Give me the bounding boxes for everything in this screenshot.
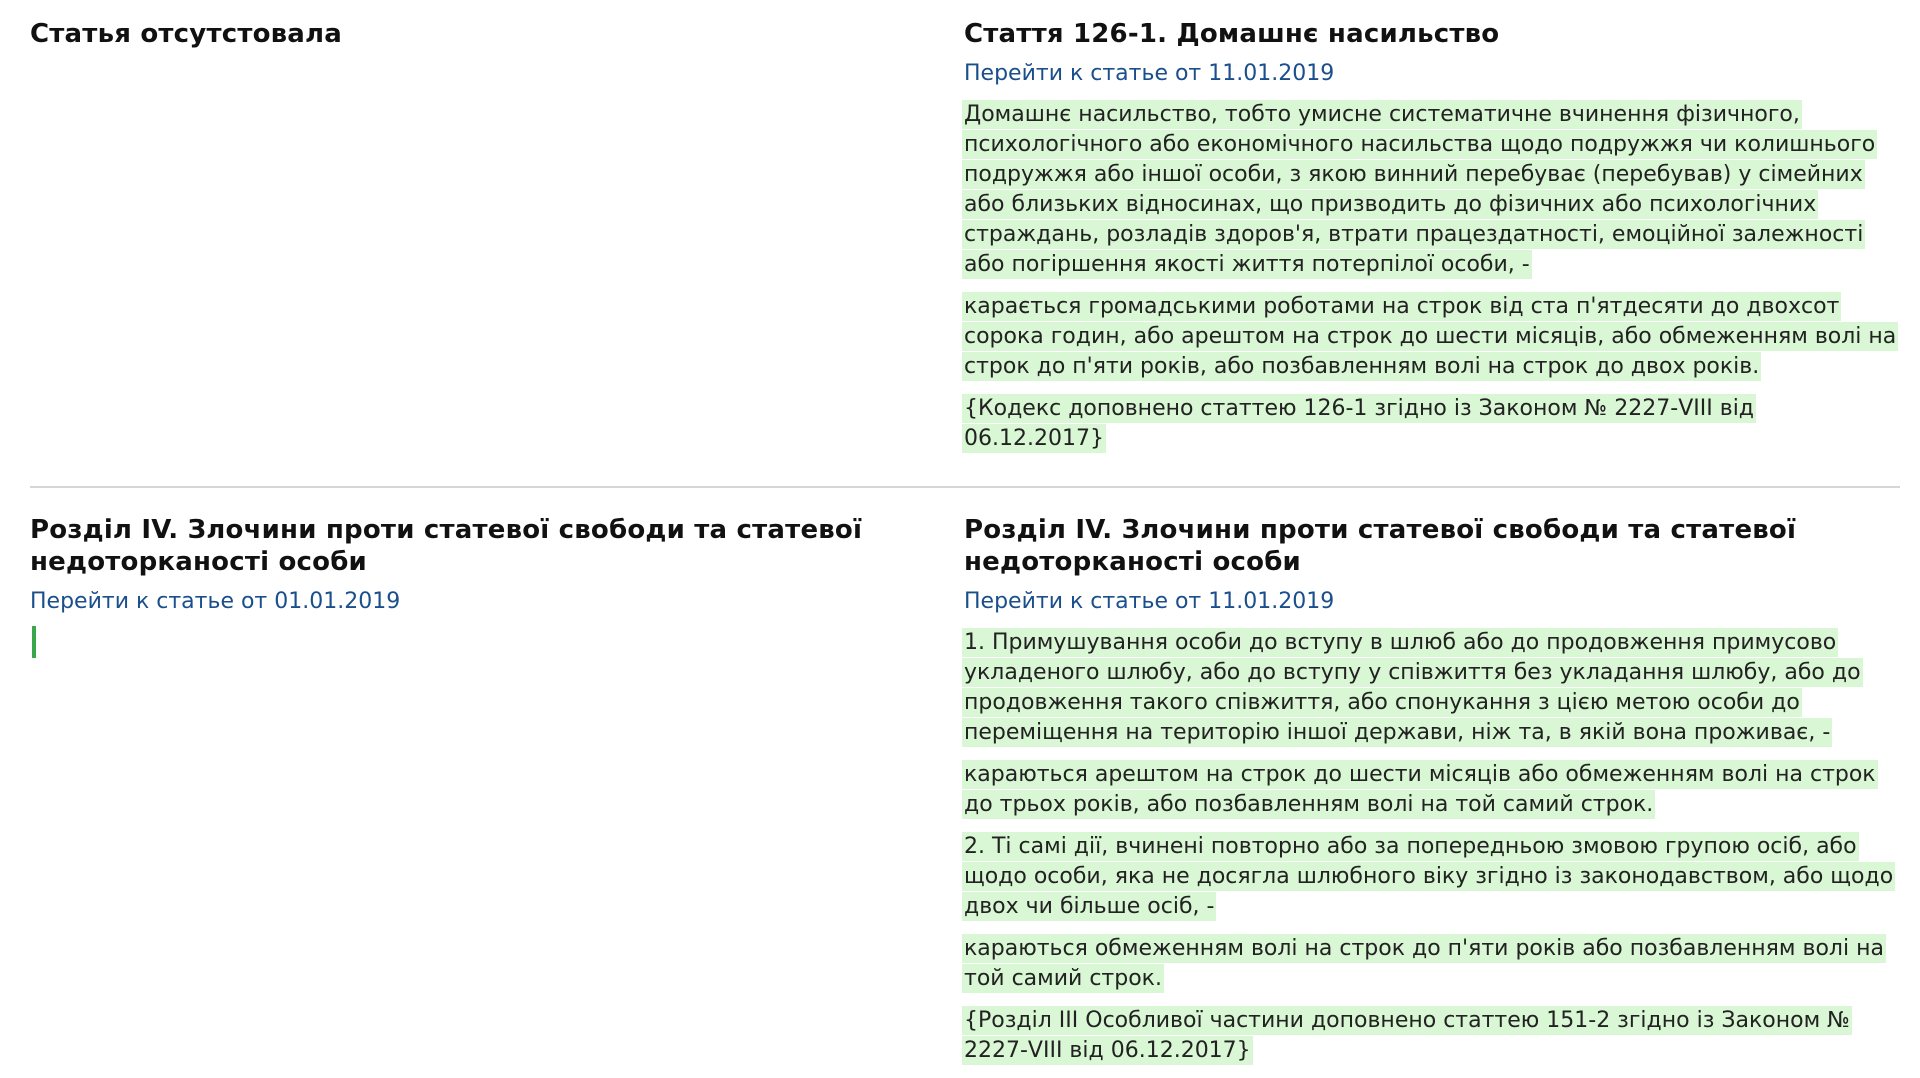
added-text-block <box>964 628 1900 1066</box>
old-section-title: Розділ IV. Злочини проти статевої свободи та статевої недоторканості особи <box>30 515 863 577</box>
new-version-column <box>964 18 1900 466</box>
comparison-row-article-126-1 <box>30 18 1900 488</box>
old-article-title: Статья отсутстовала <box>30 19 343 49</box>
old-version-column <box>30 18 964 466</box>
amendment-note <box>964 1006 1900 1066</box>
comparison-row-section-iv <box>30 488 1900 1078</box>
go-to-article-link[interactable]: Перейти к статье от 01.01.2019 <box>30 589 401 614</box>
added-text-highlight: 2. Ті самі дії, вчинені повторно або за попередньою змовою групою осіб, або щодо особи, яка не досягла шлюбного віку згідно із законодавством, або щодо двох чи більше осіб, - <box>964 834 1894 919</box>
article-comparison <box>30 18 1900 1078</box>
added-text-block <box>964 100 1900 454</box>
article-paragraph <box>964 100 1900 280</box>
article-paragraph <box>964 292 1900 382</box>
go-to-article-link[interactable]: Перейти к статье от 11.01.2019 <box>964 589 1335 614</box>
article-paragraph <box>964 760 1900 820</box>
new-version-column <box>964 514 1900 1078</box>
added-text-highlight: караються арештом на строк до шести місяців або обмеженням волі на строк до трьох років, або позбавленням волі на той самий строк. <box>964 762 1876 817</box>
old-version-column <box>30 514 964 1078</box>
new-section-title: Розділ IV. Злочини проти статевої свободи та статевої недоторканості особи <box>964 515 1797 577</box>
added-text-highlight: {Розділ III Особливої частини доповнено статтею 151-2 згідно із Законом № 2227-VIII від 06.12.2017} <box>964 1008 1851 1063</box>
new-article-title: Стаття 126-1. Домашнє насильство <box>964 19 1500 49</box>
added-text-highlight: карається громадськими роботами на строк від ста п'ятдесяти до двохсот сорока годин, або арештом на строк до шести місяців, або обмеженням волі на строк до п'яти років, або позбавленням волі на строк до двох років. <box>964 294 1897 379</box>
amendment-note <box>964 394 1900 454</box>
article-paragraph <box>964 832 1900 922</box>
added-text-highlight: {Кодекс доповнено статтею 126-1 згідно із Законом № 2227-VIII від 06.12.2017} <box>964 396 1755 451</box>
added-text-highlight: караються обмеженням волі на строк до п'яти років або позбавленням волі на той самий строк. <box>964 936 1884 991</box>
article-paragraph <box>964 934 1900 994</box>
go-to-article-link[interactable]: Перейти к статье от 11.01.2019 <box>964 61 1335 86</box>
added-text-highlight: Домашнє насильство, тобто умисне систематичне вчинення фізичного, психологічного або економічного насильства щодо подружжя чи колишнього подружжя або іншої особи, з якою винний перебуває (перебував) у сімейних або близьких відносинах, що призводить до фізичних або психологічних страждань, розладів здоров'я, втрати працездатності, емоційної залежності або погіршення якості життя потерпілої особи, - <box>964 102 1876 277</box>
added-text-marker <box>32 626 36 658</box>
added-text-highlight: 1. Примушування особи до вступу в шлюб або до продовження примусово укладеного шлюбу, або до вступу у співжиття без укладання шлюбу, або до продовження такого співжиття, або спонукання з цією метою особи до переміщення на територію іншої держави, ніж та, в якій вона проживає, - <box>964 630 1861 745</box>
article-paragraph <box>964 628 1900 748</box>
